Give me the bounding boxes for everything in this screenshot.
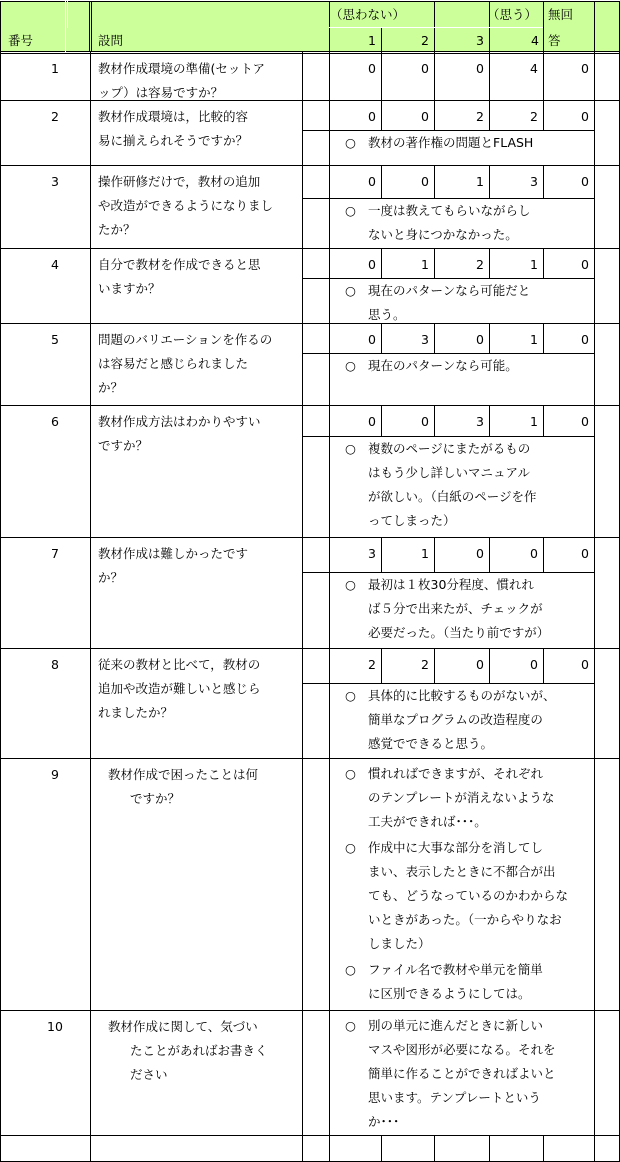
comment-text: はもう少し詳しいマニュアル xyxy=(368,465,531,480)
comment-text: ても、どうなっているのかわからな xyxy=(368,888,569,903)
header-col-2: 2 xyxy=(421,33,429,48)
question-text: 自分で教材を作成できると思 xyxy=(98,257,261,272)
comment-text: しました） xyxy=(368,936,431,951)
row-number: 10 xyxy=(47,1019,63,1034)
header-scale-high: （思う） xyxy=(487,7,538,22)
response-count: 2 xyxy=(476,109,484,124)
question-text: ップ）は容易ですか？ xyxy=(98,85,224,100)
comment-text: いときがあった。（一からやりなお xyxy=(368,912,562,927)
response-count: 1 xyxy=(530,414,538,429)
question-text: 教材作成は難しかったです xyxy=(98,546,249,561)
comment-bullet: ○ xyxy=(345,358,356,373)
response-count: 0 xyxy=(421,414,429,429)
response-count: 1 xyxy=(530,257,538,272)
response-count: 0 xyxy=(368,332,376,347)
question-text: ですか？ xyxy=(98,438,149,453)
row-number: 7 xyxy=(51,546,59,561)
question-text: は容易だと感じられました xyxy=(98,356,249,371)
response-count: 0 xyxy=(368,257,376,272)
response-count: 2 xyxy=(530,109,538,124)
response-count: 0 xyxy=(476,61,484,76)
question-text: ですか？ xyxy=(130,791,181,806)
response-count: 1 xyxy=(421,257,429,272)
header-no-answer-top: 無回 xyxy=(548,7,574,22)
response-count: 3 xyxy=(368,546,376,561)
question-text: いますか？ xyxy=(98,281,161,296)
comment-text: 教材の著作権の問題とFLASH xyxy=(368,135,534,150)
row-number: 8 xyxy=(51,657,59,672)
response-count: 0 xyxy=(368,174,376,189)
comment-text: 思う。 xyxy=(368,307,406,322)
comment-text: 必要だった。（当たり前ですが） xyxy=(368,625,550,640)
response-count: 1 xyxy=(421,546,429,561)
comment-text: 具体的に比較するものがないが、 xyxy=(368,688,556,703)
question-text: 追加や改造が難しいと感じら xyxy=(98,681,261,696)
response-count: 0 xyxy=(530,546,538,561)
response-count: 0 xyxy=(581,109,589,124)
response-count: 0 xyxy=(581,257,589,272)
comment-text: に区別できるようにしては。 xyxy=(368,986,531,1001)
response-count: 0 xyxy=(421,61,429,76)
question-text: や改造ができるようになりまし xyxy=(98,198,274,213)
row-number: 3 xyxy=(51,174,59,189)
response-count: 0 xyxy=(530,657,538,672)
response-count: 2 xyxy=(368,657,376,672)
header-scale-low: （思わない） xyxy=(330,7,406,22)
question-text: たか？ xyxy=(98,222,136,237)
comment-text: か･･･ xyxy=(368,1114,400,1129)
comment-text: 現在のパターンなら可能。 xyxy=(368,358,518,373)
response-count: 2 xyxy=(476,257,484,272)
comment-bullet: ○ xyxy=(345,283,356,298)
row-number: 2 xyxy=(51,109,59,124)
response-count: 0 xyxy=(476,546,484,561)
comment-text: ファイル名で教材や単元を簡単 xyxy=(368,962,543,977)
comment-bullet: ○ xyxy=(345,203,356,218)
comment-text: ば５分で出来たが、チェックが xyxy=(368,601,543,616)
response-count: 0 xyxy=(421,109,429,124)
response-count: 0 xyxy=(581,61,589,76)
question-text: 教材作成で困ったことは何 xyxy=(108,767,259,782)
question-text: 従来の教材と比べて，教材の xyxy=(98,657,261,672)
comment-text: 一度は教えてもらいながらし xyxy=(368,203,531,218)
response-count: 1 xyxy=(476,174,484,189)
comment-bullet: ○ xyxy=(345,688,356,703)
comment-text: 複数のページにまたがるもの xyxy=(368,441,531,456)
response-count: 0 xyxy=(368,61,376,76)
response-count: 3 xyxy=(530,174,538,189)
comment-bullet: ○ xyxy=(345,840,356,855)
comment-text: が欲しい。（白紙のページを作 xyxy=(368,489,537,504)
response-count: 0 xyxy=(581,657,589,672)
comment-bullet: ○ xyxy=(345,962,356,977)
header-col-1: 1 xyxy=(368,33,376,48)
response-count: 3 xyxy=(421,332,429,347)
comment-bullet: ○ xyxy=(345,766,356,781)
row-number: 9 xyxy=(51,767,59,782)
question-text: 教材作成環境は，比較的容 xyxy=(98,109,249,124)
question-text: か？ xyxy=(98,570,124,585)
response-count: 1 xyxy=(530,332,538,347)
header-number: 番号 xyxy=(8,33,34,48)
comment-bullet: ○ xyxy=(345,135,356,150)
row-number: 1 xyxy=(51,61,59,76)
question-text: れましたか？ xyxy=(98,705,174,720)
response-count: 0 xyxy=(581,414,589,429)
header-col-3: 3 xyxy=(476,33,484,48)
question-text: ださい xyxy=(130,1067,168,1082)
comment-text: ないと身につかなかった。 xyxy=(368,227,518,242)
question-text: たことがあればお書きく xyxy=(130,1043,268,1058)
comment-text: 作成中に大事な部分を消してし xyxy=(368,840,544,855)
comment-text: 簡単なプログラムの改造程度の xyxy=(368,712,543,727)
response-count: 4 xyxy=(530,61,538,76)
response-count: 0 xyxy=(368,414,376,429)
header-question: 設問 xyxy=(98,33,124,48)
comment-bullet: ○ xyxy=(345,577,356,592)
row-number: 6 xyxy=(51,414,59,429)
response-count: 3 xyxy=(476,414,484,429)
header-no-answer-bottom: 答 xyxy=(548,33,561,48)
comment-bullet: ○ xyxy=(345,1018,356,1033)
question-text: 問題のバリエーションを作るの xyxy=(98,332,273,347)
row-number: 5 xyxy=(51,332,59,347)
comment-text: 慣れればできますが、それぞれ xyxy=(368,766,544,781)
header-col-4: 4 xyxy=(531,33,539,48)
comment-text: のテンプレートが消えないような xyxy=(368,790,555,805)
comment-text: まい、表示したときに不都合が出 xyxy=(368,864,556,879)
comment-text: 最初は１枚30分程度、慣れれ xyxy=(368,577,534,592)
question-text: か？ xyxy=(98,380,124,395)
response-count: 0 xyxy=(421,174,429,189)
question-text: 操作研修だけで，教材の追加 xyxy=(98,174,261,189)
question-text: 教材作成方法はわかりやすい xyxy=(98,414,261,429)
response-count: 0 xyxy=(581,332,589,347)
comment-text: マスや図形が必要になる。それを xyxy=(368,1042,556,1057)
comment-bullet: ○ xyxy=(345,441,356,456)
row-number: 4 xyxy=(51,257,59,272)
comment-text: 簡単に作ることができればよいと xyxy=(368,1066,556,1081)
response-count: 0 xyxy=(476,332,484,347)
comment-text: 思います。テンプレートという xyxy=(368,1090,541,1105)
question-text: 易に揃えられそうですか？ xyxy=(98,133,249,148)
comment-text: 現在のパターンなら可能だと xyxy=(368,283,531,298)
response-count: 0 xyxy=(581,546,589,561)
question-text: 教材作成に関して、気づい xyxy=(108,1019,258,1034)
question-text: 教材作成環境の準備(セットア xyxy=(98,61,266,76)
comment-text: 感覚でできると思う。 xyxy=(368,736,494,751)
response-count: 0 xyxy=(581,174,589,189)
comment-text: ってしまった） xyxy=(368,513,456,528)
comment-text: 別の単元に進んだときに新しい xyxy=(368,1018,544,1033)
response-count: 0 xyxy=(476,657,484,672)
response-count: 0 xyxy=(368,109,376,124)
response-count: 2 xyxy=(421,657,429,672)
comment-text: 工夫ができれば･･･。 xyxy=(368,814,487,829)
